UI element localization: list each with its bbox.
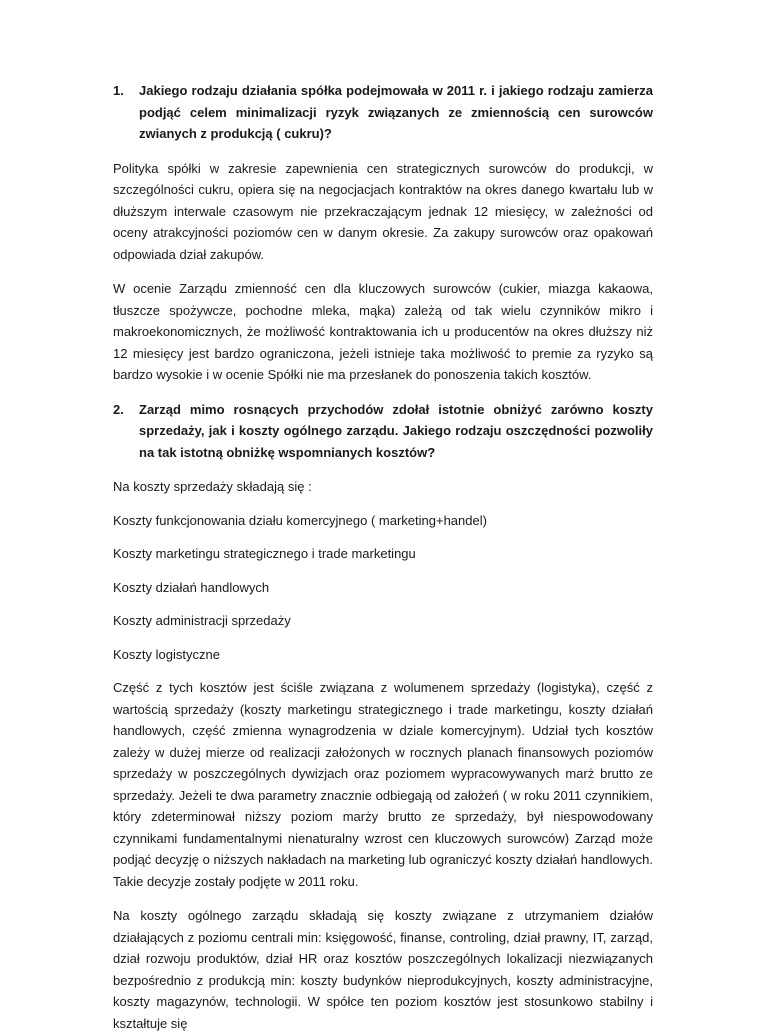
- answer-2-paragraph-1: Część z tych kosztów jest ściśle związana z wolumenem sprzedaży (logistyka), część z wartością sprzedaży (koszty marketingu strategicznego i trade marketingu, koszty działań handlowych, część zmienna wynagrodzenia w dziale komercyjnym). Udział tych kosztów zależy w dużej mierze od realizacji założonych w rocznych planach finansowych poziomów sprzedaży w poszczególnych dywizjach oraz poziomem wypracowywanych marż brutto ze sprzedaży. Jeżeli te dwa parametry znacznie odbiegają od założeń ( w roku 2011 czynnikiem, który zdeterminował niższy poziom marży brutto ze sprzedaży, był niespowodowany czynnikami fundamentalnymi nienaturalny wzrost cen kluczowych surowców) Zarząd może podjąć decyzję o niższych nakładach na marketing lub ograniczyć koszty działań handlowych. Takie decyzje zostały podjęte w 2011 roku.: [113, 680, 653, 889]
- question-1: [113, 80, 653, 145]
- cost-item: Koszty administracji sprzedaży: [113, 613, 291, 628]
- question-1-number: 1.: [113, 83, 124, 98]
- document-body: [113, 80, 653, 1034]
- answer-1-paragraph-2: W ocenie Zarządu zmienność cen dla kluczowych surowców (cukier, miazga kakaowa, tłuszcze spożywcze, pochodne mleka, mąka) zależą od tak wielu czynników mikro i makroekonomicznych, że możliwość kontraktowania ich u producentów na okres dłuższy niż 12 miesięcy jest bardzo ograniczona, jeżeli istnieje taka możliwość to premie za ryzyko są bardzo wysokie i w ocenie Spółki nie ma przesłanek do ponoszenia takich kosztów.: [113, 281, 653, 382]
- answer-2-paragraph-2: Na koszty ogólnego zarządu składają się koszty związane z utrzymaniem działów działających z poziomu centrali min: księgowość, finanse, controling, dział prawny, IT, zarząd, dział rozwoju produktów, dział HR oraz kosztów poszczególnych lokalizacji niezwiązanych bezpośrednio z produkcją min: koszty budynków nieprodukcyjnych, koszty administracyjne, koszty magazynów, technologii. W spółce ten poziom kosztów jest stosunkowo stabilny i kształtuje się: [113, 908, 653, 1031]
- cost-item: Koszty marketingu strategicznego i trade marketingu: [113, 546, 416, 561]
- cost-item: Koszty działań handlowych: [113, 579, 270, 595]
- cost-item: Koszty funkcjonowania działu komercyjnego ( marketing+handel): [113, 512, 487, 528]
- cost-item: Koszty logistyczne: [113, 646, 220, 662]
- question-2-number: 2.: [113, 401, 124, 417]
- sales-costs-intro: Na koszty sprzedaży składają się :: [113, 479, 312, 494]
- question-1-text: Jakiego rodzaju działania spółka podejmowała w 2011 r. i jakiego rodzaju zamierza podjąć celem minimalizacji ryzyk związanych ze zmiennością cen surowców zwianych z produkcją ( cukru)?: [139, 83, 653, 141]
- question-2-text: Zarząd mimo rosnących przychodów zdołał istotnie obniżyć zarówno koszty sprzedaży, jak i koszty ogólnego zarządu. Jakiego rodzaju oszczędności pozwoliły na tak istotną obniżkę wspomnianych kosztów?: [139, 401, 653, 460]
- answer-1-paragraph-1: Polityka spółki w zakresie zapewnienia cen strategicznych surowców do produkcji, w szczególności cukru, opiera się na negocjacjach kontraktów na okres danego kwartału lub w dłuższym interwale czasowym nie przekraczającym jednak 12 miesięcy, w zależności od oceny atrakcyjności poziomów cen w danym okresie. Za zakupy surowców oraz opakowań odpowiada dział zakupów.: [113, 160, 653, 262]
- question-2: [113, 399, 653, 464]
